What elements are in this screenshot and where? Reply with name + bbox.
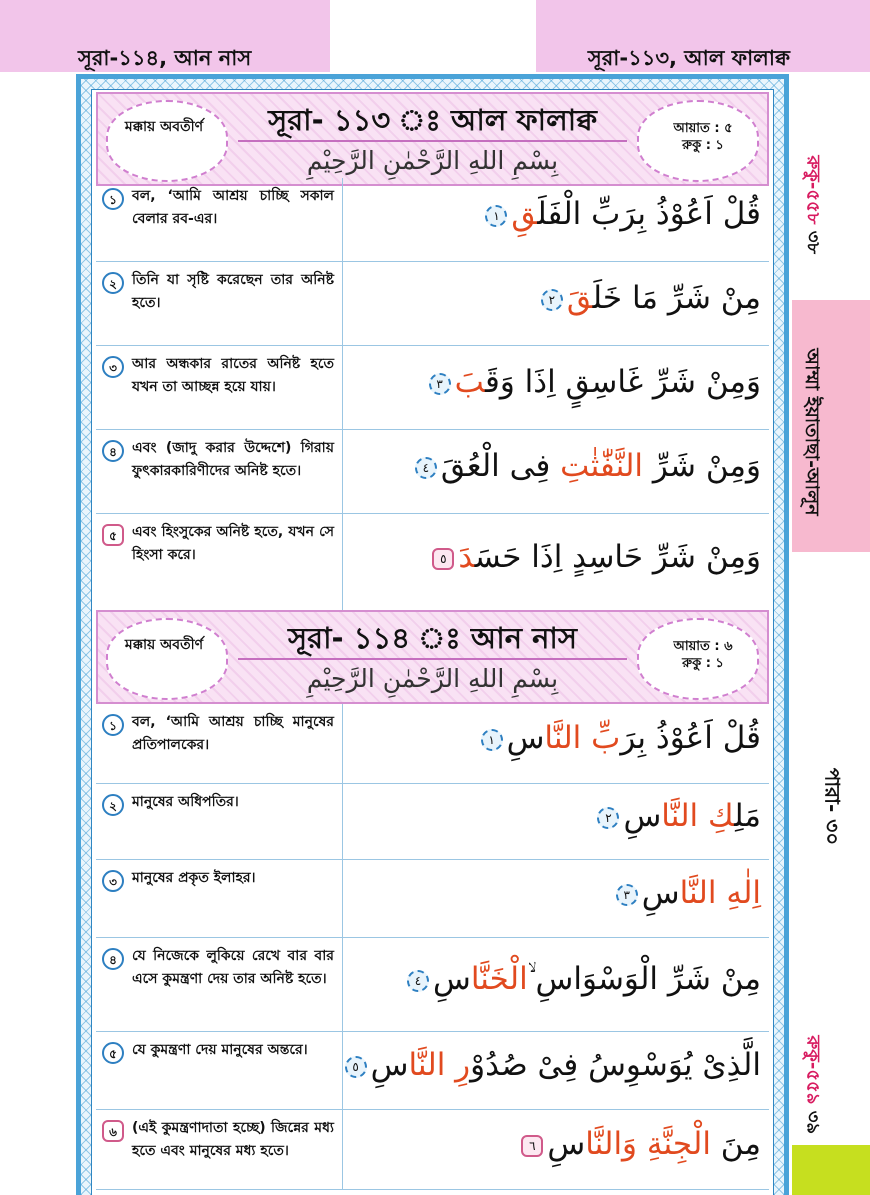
arabic-text-highlight: قَ <box>566 280 593 316</box>
arabic-text-end: سِ <box>547 1126 586 1162</box>
verse-row <box>96 178 769 262</box>
side-ruku-top-num: ৩৮ <box>802 230 824 255</box>
bengali-translation: মানুষের প্রকৃত ইলাহর। <box>132 870 256 886</box>
banner-divider <box>238 140 627 142</box>
bengali-translation: মানুষের অধিপতির। <box>132 794 239 810</box>
side-ruku-top <box>797 156 828 276</box>
arabic-verse <box>403 961 761 998</box>
translation-cell <box>96 346 343 430</box>
arabic-text-main: قُلْ اَعُوْذُ بِرَبِّ الْفَلَ <box>537 196 761 232</box>
translation-cell <box>96 938 343 1032</box>
arabic-text-main: وَمِنْ شَرِّ <box>643 448 761 484</box>
bengali-translation: তিনি যা সৃষ্টি করেছেন তার অনিষ্ট হতে। <box>132 272 334 311</box>
arabic-verse-number: ٢ <box>541 289 563 311</box>
verse-row <box>96 262 769 346</box>
arabic-verse-number: ٣ <box>429 373 451 395</box>
surah-113-banner <box>96 92 769 186</box>
translation-cell <box>96 178 343 262</box>
verse-row <box>96 1032 769 1110</box>
banner-divider <box>238 658 627 660</box>
side-book-title: আম্মা ইয়াতাছা-আলূন <box>801 348 823 516</box>
arabic-text-main: وَمِنْ شَرِّ غَاسِقٍ اِذَا وَقَ <box>485 364 761 400</box>
arabic-verse <box>477 720 761 756</box>
ayat-count: আয়াত : ৬ <box>673 639 733 654</box>
verse-row <box>96 704 769 784</box>
arabic-text-end: سِ <box>370 1047 409 1083</box>
arabic-text-highlight: بَ <box>454 364 486 400</box>
arabic-text-end: سِ <box>433 961 471 997</box>
translation-cell <box>96 1110 343 1190</box>
arabic-verse-number: ١ <box>485 205 507 227</box>
side-ruku-top-label: রুকু-৫৫৮ <box>802 155 824 225</box>
arabic-text-highlight: قِ <box>511 196 538 232</box>
arabic-verse-number: ١ <box>481 729 503 751</box>
arabic-text-main: وَمِنْ شَرِّ حَاسِدٍ اِذَا حَسَ <box>474 539 761 575</box>
header-left-title: সূরা-১১৪, আন নাস <box>78 46 252 70</box>
verse-number-badge: ৫ <box>102 524 124 546</box>
arabic-text-main: قُلْ اَعُوْذُ بِرَ <box>620 720 761 756</box>
arabic-verse <box>425 364 761 400</box>
ruku-count: রুকু : ১ <box>682 138 724 153</box>
side-ruku-bottom-label: রুকু-৫৫৯ <box>802 1035 824 1105</box>
translation-cell <box>96 704 343 784</box>
arabic-text-highlight: الْجِنَّةِ وَالنَّا <box>585 1126 711 1162</box>
translation-cell <box>96 860 343 938</box>
arabic-verse <box>411 448 761 484</box>
verse-row <box>96 430 769 514</box>
bismillah: بِسْمِ اللهِ الرَّحْمٰنِ الرَّحِيْمِ <box>306 664 559 693</box>
side-para: পারা- ৩০ <box>820 767 845 846</box>
surah-113-title: সূরা- ১১৩ ঃ আল ফালাক্ব <box>268 103 597 137</box>
bengali-translation: (এই কুমন্ত্রণাদাতা হচ্ছে) জিন্নের মধ্য হতে এবং মানুষের মধ্য হতে। <box>132 1120 334 1159</box>
verse-number-badge: ২ <box>102 794 124 816</box>
arabic-verse-number: ٦ <box>521 1135 543 1157</box>
verse-number-badge: ৬ <box>102 1120 124 1142</box>
arabic-text-highlight: النَّفّٰثٰتِ <box>560 448 644 484</box>
arabic-text-highlight: اِلٰهِ النَّا <box>679 875 761 911</box>
arabic-verse-number: ٤ <box>415 457 437 479</box>
bengali-translation: এবং হিংসুকের অনিষ্ট হতে, যখন সে হিংসা করে। <box>132 524 334 563</box>
arabic-verse <box>517 1126 761 1162</box>
bengali-translation: আর অন্ধকার রাতের অনিষ্ট হতে যখন তা আচ্ছন্ন হয়ে যায়। <box>132 356 334 395</box>
arabic-text-end: سِ <box>506 720 545 756</box>
translation-cell <box>96 1032 343 1110</box>
translation-cell <box>96 784 343 860</box>
arabic-text-main: مَلِ <box>734 798 761 834</box>
verse-number-badge: ১ <box>102 188 124 210</box>
arabic-text-highlight: بِّ النَّا <box>544 720 621 756</box>
bismillah: بِسْمِ اللهِ الرَّحْمٰنِ الرَّحِيْمِ <box>306 146 559 175</box>
arabic-text-end: فِى الْعُقَ <box>440 448 561 484</box>
revelation-place: মক্কায় অবতীর্ণ <box>124 119 204 135</box>
verse-number-badge: ৪ <box>102 948 124 970</box>
row-divider <box>96 1189 769 1190</box>
verse-number-badge: ৪ <box>102 440 124 462</box>
arabic-verse-number: ٣ <box>616 884 638 906</box>
arabic-text-main: مِنَ <box>710 1126 761 1162</box>
arabic-verse <box>537 280 761 316</box>
arabic-text-highlight: كِ النَّا <box>661 798 735 834</box>
arabic-text-end: سِ <box>623 798 662 834</box>
translation-cell <box>96 262 343 346</box>
bengali-translation: বল, ‘আমি আশ্রয় চাচ্ছি মানুষের প্রতিপালকের। <box>132 714 334 753</box>
verse-number-badge: ১ <box>102 714 124 736</box>
bengali-translation: এবং (জাদু করার উদ্দেশে) গিরায় ফুৎকারকারিণীদের অনিষ্ট হতে। <box>132 440 334 479</box>
verse-row <box>96 346 769 430</box>
verse-row <box>96 514 769 612</box>
verse-number-badge: ৩ <box>102 870 124 892</box>
arabic-verse-number: ٢ <box>597 807 619 829</box>
ayat-count-box <box>653 638 753 672</box>
arabic-verse <box>481 196 761 232</box>
arabic-verse <box>612 875 761 911</box>
verse-number-badge: ৩ <box>102 356 124 378</box>
arabic-text-end: سِ <box>641 875 680 911</box>
surah-114-title: সূরা- ১১৪ ঃ আন নাস <box>288 621 577 655</box>
bengali-translation: যে নিজেকে লুকিয়ে রেখে বার বার এসে কুমন্ত্রণা দেয় তার অনিষ্ট হতে। <box>132 948 334 987</box>
verse-number-badge: ২ <box>102 272 124 294</box>
arabic-verse-number: ٤ <box>407 970 429 992</box>
ayat-count-box <box>653 120 753 154</box>
verse-row <box>96 860 769 938</box>
verse-row <box>96 1110 769 1190</box>
verse-row <box>96 938 769 1032</box>
side-ruku-bottom-num: ৩৯ <box>802 1110 824 1135</box>
arabic-text-highlight: رِ النَّا <box>408 1047 471 1083</box>
arabic-verse-number: ٥ <box>345 1056 367 1078</box>
arabic-text-main: مِنْ شَرِّ مَا خَلَ <box>592 280 761 316</box>
translation-cell <box>96 430 343 514</box>
ruku-count: রুকু : ১ <box>682 656 724 671</box>
arabic-text-main: مِنْ شَرِّ الْوَسْوَاسِ ۙ <box>527 961 761 997</box>
header-right-title: সূরা-১১৩, আল ফালাক্ব <box>587 46 790 70</box>
ayat-count: আয়াত : ৫ <box>673 121 733 136</box>
arabic-verse <box>341 1047 761 1083</box>
bengali-translation: বল, ‘আমি আশ্রয় চাচ্ছি সকাল বেলার রব-এর। <box>132 188 334 227</box>
side-ruku-bottom <box>797 1036 828 1156</box>
arabic-text-highlight: دَ <box>458 539 475 575</box>
bengali-translation: যে কুমন্ত্রণা দেয় মানুষের অন্তরে। <box>132 1042 308 1058</box>
arabic-text-main: الَّذِىْ يُوَسْوِسُ فِىْ صُدُوْ <box>470 1047 761 1083</box>
arabic-verse <box>593 798 761 834</box>
arabic-verse-number: ٥ <box>432 548 454 570</box>
verse-row <box>96 784 769 860</box>
translation-cell <box>96 514 343 612</box>
revelation-place: মক্কায় অবতীর্ণ <box>124 637 204 653</box>
surah-114-banner <box>96 610 769 704</box>
arabic-verse <box>428 539 761 575</box>
verse-number-badge: ৫ <box>102 1042 124 1064</box>
arabic-text-highlight: الْخَنَّا <box>470 961 528 997</box>
